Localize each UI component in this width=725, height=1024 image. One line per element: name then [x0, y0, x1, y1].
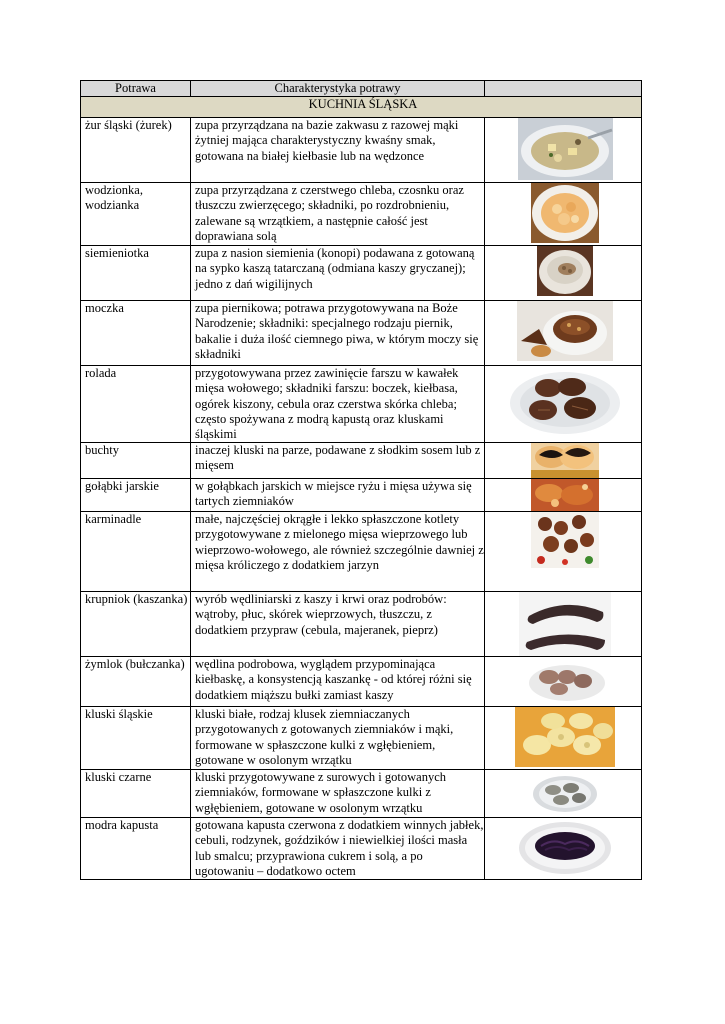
buchty-photo	[531, 443, 599, 478]
table-row	[81, 657, 642, 707]
table-row	[81, 246, 642, 301]
moczka-photo	[517, 301, 613, 361]
table-row	[81, 770, 642, 818]
dish-photo-cell	[485, 512, 642, 592]
header-photo	[485, 81, 642, 97]
dish-description: zupa przyrządzana z czerstwego chleba, czosnku oraz tłuszczu zwierzęcego; składniki, po rozdrobnieniu, zalewane są wrzątkiem, a następnie całość jest doprawiana solą	[191, 183, 485, 246]
zurek-photo	[518, 118, 613, 180]
dishes-table	[80, 80, 642, 880]
dish-photo-cell	[485, 246, 642, 301]
dish-name: karminadle	[81, 512, 191, 592]
dish-description: kluski białe, rodzaj klusek ziemniaczanych przygotowanych z gotowanych ziemniaków i mąki, formowane w spłaszczone kulki z wgłębieniem, gotowane w osolonym wrzątku	[191, 707, 485, 770]
rolada-photo	[508, 366, 622, 436]
table-row	[81, 118, 642, 183]
dish-name: kluski czarne	[81, 770, 191, 818]
dish-photo-cell	[485, 443, 642, 479]
kluski-czarne-photo	[531, 770, 599, 814]
dish-photo-cell	[485, 770, 642, 818]
modra-kapusta-photo	[517, 818, 613, 876]
table-row	[81, 301, 642, 366]
dish-name: kluski śląskie	[81, 707, 191, 770]
siemieniotka-photo	[537, 246, 593, 296]
dish-photo-cell	[485, 118, 642, 183]
kluski-slaskie-photo	[515, 707, 615, 767]
dish-name: rolada	[81, 366, 191, 443]
dish-description: kluski przygotowywane z surowych i gotowanych ziemniaków, formowane w spłaszczone kulki z wgłębieniem, gotowane w osolonym wrzątku	[191, 770, 485, 818]
dish-description: gotowana kapusta czerwona z dodatkiem winnych jabłek, cebuli, rodzynek, goździków i niewielkiej ilości masła lub smalcu; przyprawiona cukrem i solą, a po ugotowaniu – dodatkowo octem	[191, 818, 485, 880]
dish-description: zupa piernikowa; potrawa przygotowywana na Boże Narodzenie; składniki: specjalnego rodzaju piernik, bakalie i duża ilość ciemnego piwa, w którym moczy się składniki	[191, 301, 485, 366]
dish-description: wędlina podrobowa, wyglądem przypominająca kiełbaskę, a konsystencją kaszankę - od której różni się dodatkiem miąższu bułki zamiast kaszy	[191, 657, 485, 707]
dish-photo-cell	[485, 183, 642, 246]
dish-description: wyrób wędliniarski z kaszy i krwi oraz podrobów: wątroby, płuc, skórek wieprzowych, tłuszczu, z dodatkiem przypraw (cebula, majeranek, pieprz)	[191, 592, 485, 657]
dish-name: gołąbki jarskie	[81, 479, 191, 512]
dish-photo-cell	[485, 301, 642, 366]
table-row	[81, 183, 642, 246]
karminadle-photo	[531, 512, 599, 568]
dish-photo-cell	[485, 592, 642, 657]
table-row	[81, 479, 642, 512]
dish-description: w gołąbkach jarskich w miejsce ryżu i mięsa używa się tartych ziemniaków	[191, 479, 485, 512]
table-row	[81, 366, 642, 443]
dish-name: krupniok (kaszanka)	[81, 592, 191, 657]
dish-description: małe, najczęściej okrągłe i lekko spłaszczone kotlety przygotowywane z mielonego mięsa wieprzowego lub wieprzowo-wołowego, ale również szczególnie dawniej z mięsa króliczego z dodatkiem jarzyn	[191, 512, 485, 592]
krupniok-photo	[519, 592, 611, 656]
header-description: Charakterystyka potrawy	[191, 81, 485, 97]
dish-photo-cell	[485, 707, 642, 770]
dish-name: buchty	[81, 443, 191, 479]
dish-photo-cell	[485, 818, 642, 880]
dish-name: modra kapusta	[81, 818, 191, 880]
golabki-photo	[531, 479, 599, 511]
dish-photo-cell	[485, 366, 642, 443]
dish-name: żymlok (bułczanka)	[81, 657, 191, 707]
zymlok-photo	[525, 657, 605, 703]
region-row	[81, 97, 642, 118]
wodzionka-photo	[531, 183, 599, 243]
dish-photo-cell	[485, 479, 642, 512]
table-row	[81, 512, 642, 592]
region-title: KUCHNIA ŚLĄSKA	[81, 97, 642, 118]
dish-name: wodzionka, wodzianka	[81, 183, 191, 246]
dish-name: siemieniotka	[81, 246, 191, 301]
dish-description: przygotowywana przez zawinięcie farszu w kawałek mięsa wołowego; składniki farszu: boczek, kiełbasa, ogórek kiszony, cebula oraz czerstwa skórka chleba; często spożywana z modrą kapustą oraz kluskami śląskimi	[191, 366, 485, 443]
dish-name: żur śląski (żurek)	[81, 118, 191, 183]
table-row	[81, 707, 642, 770]
dish-description: zupa z nasion siemienia (konopi) podawana z gotowaną na sypko kaszą tatarczaną (odmiana kaszy gryczanej); jedno z dań wigilijnych	[191, 246, 485, 301]
dish-description: inaczej kluski na parze, podawane z słodkim sosem lub z mięsem	[191, 443, 485, 479]
dish-description: zupa przyrządzana na bazie zakwasu z razowej mąki żytniej mająca charakterystyczny kwaśny smak, gotowana na białej kiełbasie lub na wędzonce	[191, 118, 485, 183]
table-header-row	[81, 81, 642, 97]
table-row	[81, 818, 642, 880]
table-row	[81, 443, 642, 479]
header-dish: Potrawa	[81, 81, 191, 97]
table-row	[81, 592, 642, 657]
dish-name: moczka	[81, 301, 191, 366]
dish-photo-cell	[485, 657, 642, 707]
